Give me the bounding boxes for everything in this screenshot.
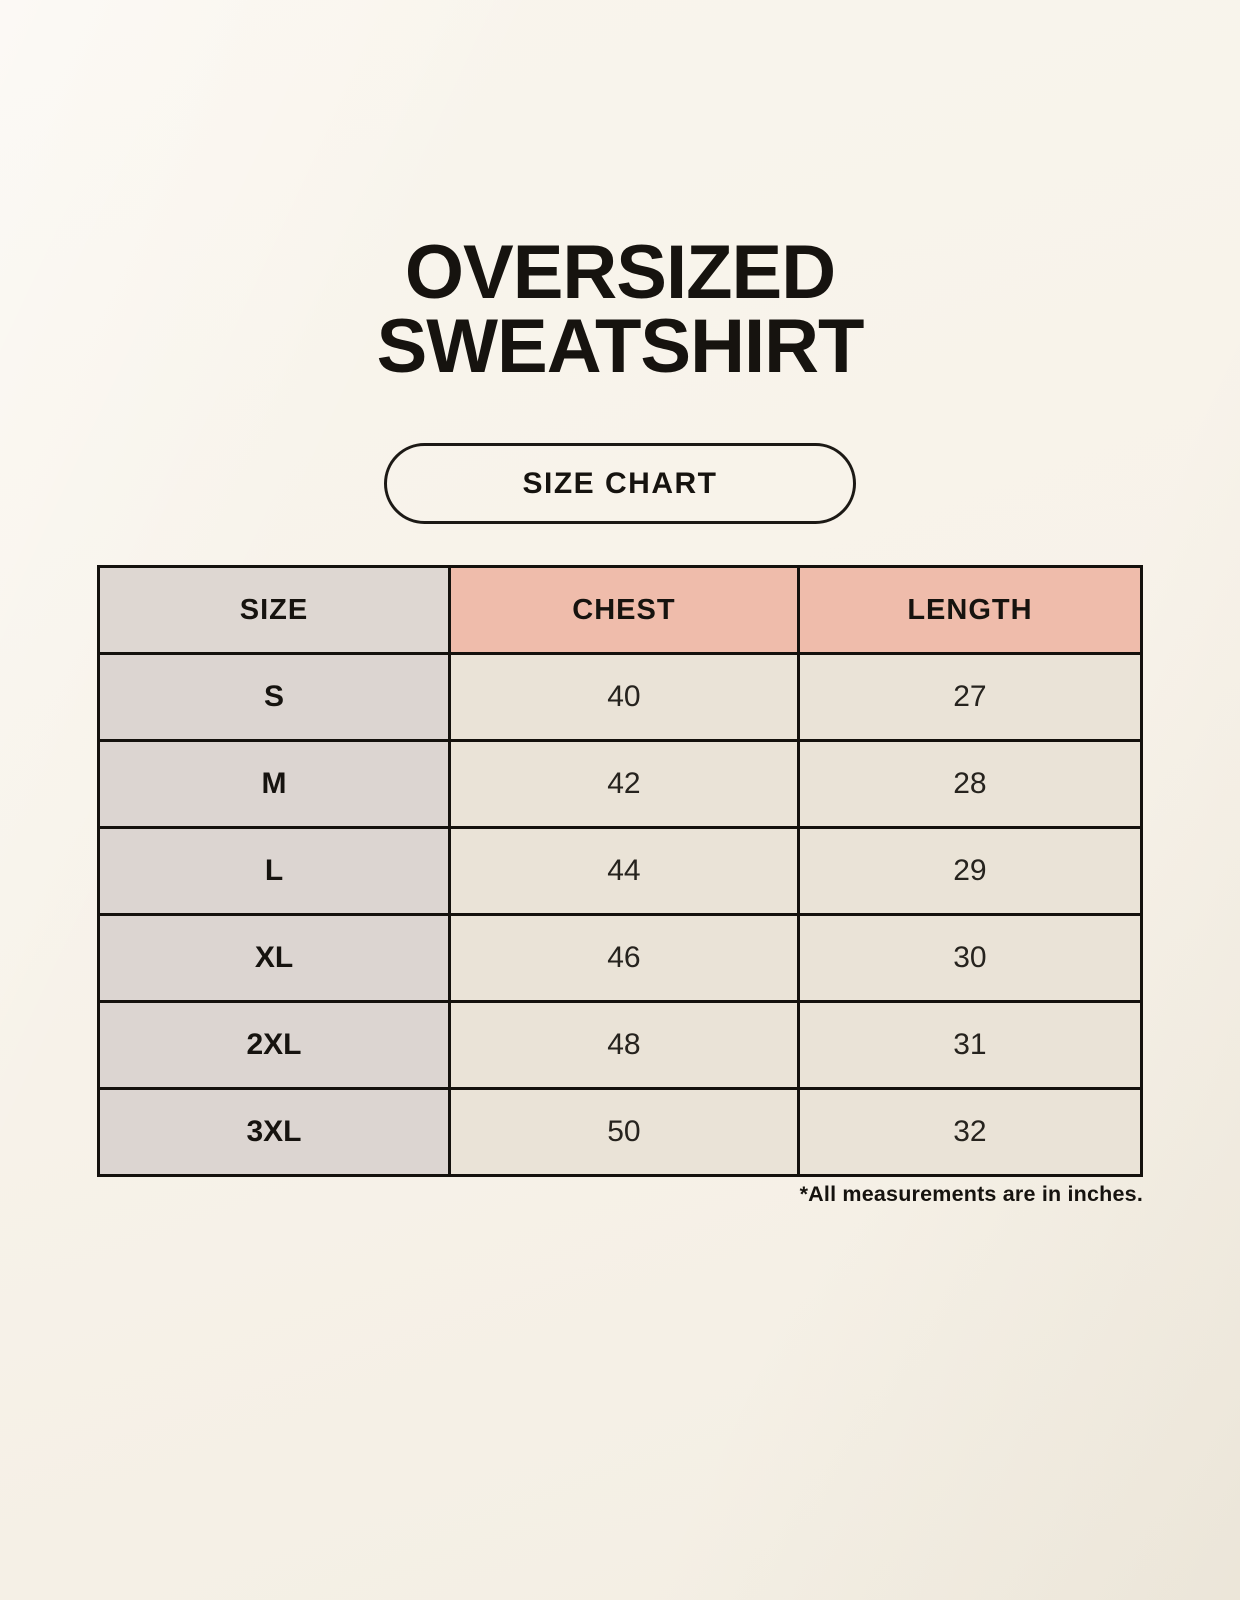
size-cell: 3XL [99,1089,450,1176]
table-row [99,828,1142,915]
length-cell: 31 [798,1002,1141,1089]
chest-cell: 42 [449,741,798,828]
page-title-line2: SWEATSHIRT [376,304,864,389]
length-cell: 28 [798,741,1141,828]
length-cell: 32 [798,1089,1141,1176]
length-cell: 29 [798,828,1141,915]
size-cell: S [99,654,450,741]
measurements-footnote: *All measurements are in inches. [799,1182,1143,1206]
size-chart-button[interactable] [384,443,856,524]
table-row [99,741,1142,828]
table-row [99,915,1142,1002]
size-cell: XL [99,915,450,1002]
table-row [99,1002,1142,1089]
size-cell: L [99,828,450,915]
chest-cell: 50 [449,1089,798,1176]
column-header-length: LENGTH [798,567,1141,654]
size-chart-table [97,565,1143,1177]
table-row [99,654,1142,741]
column-header-size: SIZE [99,567,450,654]
length-cell: 27 [798,654,1141,741]
chest-cell: 44 [449,828,798,915]
table-header-row [99,567,1142,654]
table-row [99,1089,1142,1176]
size-cell: 2XL [99,1002,450,1089]
size-chart-button-label: SIZE CHART [522,466,718,500]
page-title-line1: OVERSIZED [404,230,836,315]
chest-cell: 40 [449,654,798,741]
size-cell: M [99,741,450,828]
length-cell: 30 [798,915,1141,1002]
chest-cell: 48 [449,1002,798,1089]
page-title [0,230,1240,389]
column-header-chest: CHEST [449,567,798,654]
chest-cell: 46 [449,915,798,1002]
